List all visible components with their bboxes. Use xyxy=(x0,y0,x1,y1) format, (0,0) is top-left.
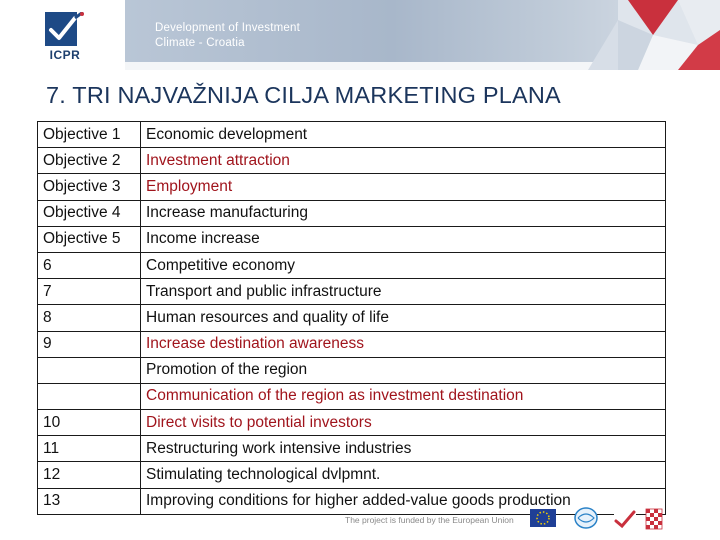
table-row xyxy=(38,410,666,436)
table-row xyxy=(38,305,666,331)
header-bar xyxy=(0,0,720,70)
croatian-flag-graphic xyxy=(558,0,720,70)
objectives-table-body xyxy=(38,122,666,515)
objective-text-cell: Investment attraction xyxy=(141,148,666,174)
partner-logos xyxy=(530,505,690,533)
table-row xyxy=(38,148,666,174)
objective-number-cell: 7 xyxy=(38,279,141,305)
header-title-line1: Development of Investment xyxy=(155,22,300,34)
objective-number-cell: 11 xyxy=(38,436,141,462)
objective-number-cell: 13 xyxy=(38,488,141,514)
objective-text-cell: Human resources and quality of life xyxy=(141,305,666,331)
icpr-logo-icon xyxy=(45,12,85,48)
table-row xyxy=(38,357,666,383)
objective-number-cell: 12 xyxy=(38,462,141,488)
table-row xyxy=(38,200,666,226)
header-title xyxy=(155,21,300,51)
objective-text-cell: Increase manufacturing xyxy=(141,200,666,226)
croatia-coat-of-arms-icon xyxy=(646,509,662,529)
objective-text-cell: Promotion of the region xyxy=(141,357,666,383)
objective-number-cell xyxy=(38,383,141,409)
table-row xyxy=(38,226,666,252)
objective-number-cell: Objective 4 xyxy=(38,200,141,226)
objective-number-cell xyxy=(38,357,141,383)
objective-text-cell: Income increase xyxy=(141,226,666,252)
objective-text-cell: Economic development xyxy=(141,122,666,148)
eu-flag-icon xyxy=(530,509,556,527)
objective-number-cell: Objective 3 xyxy=(38,174,141,200)
partner-logo-icon xyxy=(575,508,597,528)
objective-text-cell: Employment xyxy=(141,174,666,200)
objective-number-cell: Objective 2 xyxy=(38,148,141,174)
objective-text-cell: Competitive economy xyxy=(141,252,666,278)
objective-text-cell: Restructuring work intensive industries xyxy=(141,436,666,462)
header-title-line2: Climate - Croatia xyxy=(155,37,245,49)
objective-text-cell: Improving conditions for higher added-value goods production xyxy=(141,488,666,514)
table-row xyxy=(38,174,666,200)
objective-text-cell: Stimulating technological dvlpmnt. xyxy=(141,462,666,488)
objective-text-cell: Direct visits to potential investors xyxy=(141,410,666,436)
table-row xyxy=(38,462,666,488)
objective-number-cell: 8 xyxy=(38,305,141,331)
table-row xyxy=(38,331,666,357)
objective-text-cell: Transport and public infrastructure xyxy=(141,279,666,305)
table-row xyxy=(38,279,666,305)
table-row xyxy=(38,122,666,148)
objective-number-cell: Objective 1 xyxy=(38,122,141,148)
funding-note: The project is funded by the European Union xyxy=(345,515,514,525)
slide-title: 7. TRI NAJVAŽNIJA CILJA MARKETING PLANA xyxy=(46,82,561,108)
table-row xyxy=(38,252,666,278)
icpr-small-logo-icon xyxy=(614,509,636,529)
objective-number-cell: Objective 5 xyxy=(38,226,141,252)
objective-text-cell: Communication of the region as investment destination xyxy=(141,383,666,409)
logo-text: ICPR xyxy=(49,48,81,62)
objective-number-cell: 9 xyxy=(38,331,141,357)
objective-number-cell: 10 xyxy=(38,410,141,436)
table-row xyxy=(38,436,666,462)
table-row xyxy=(38,383,666,409)
objective-text-cell: Increase destination awareness xyxy=(141,331,666,357)
objectives-table xyxy=(37,121,666,515)
objective-number-cell: 6 xyxy=(38,252,141,278)
